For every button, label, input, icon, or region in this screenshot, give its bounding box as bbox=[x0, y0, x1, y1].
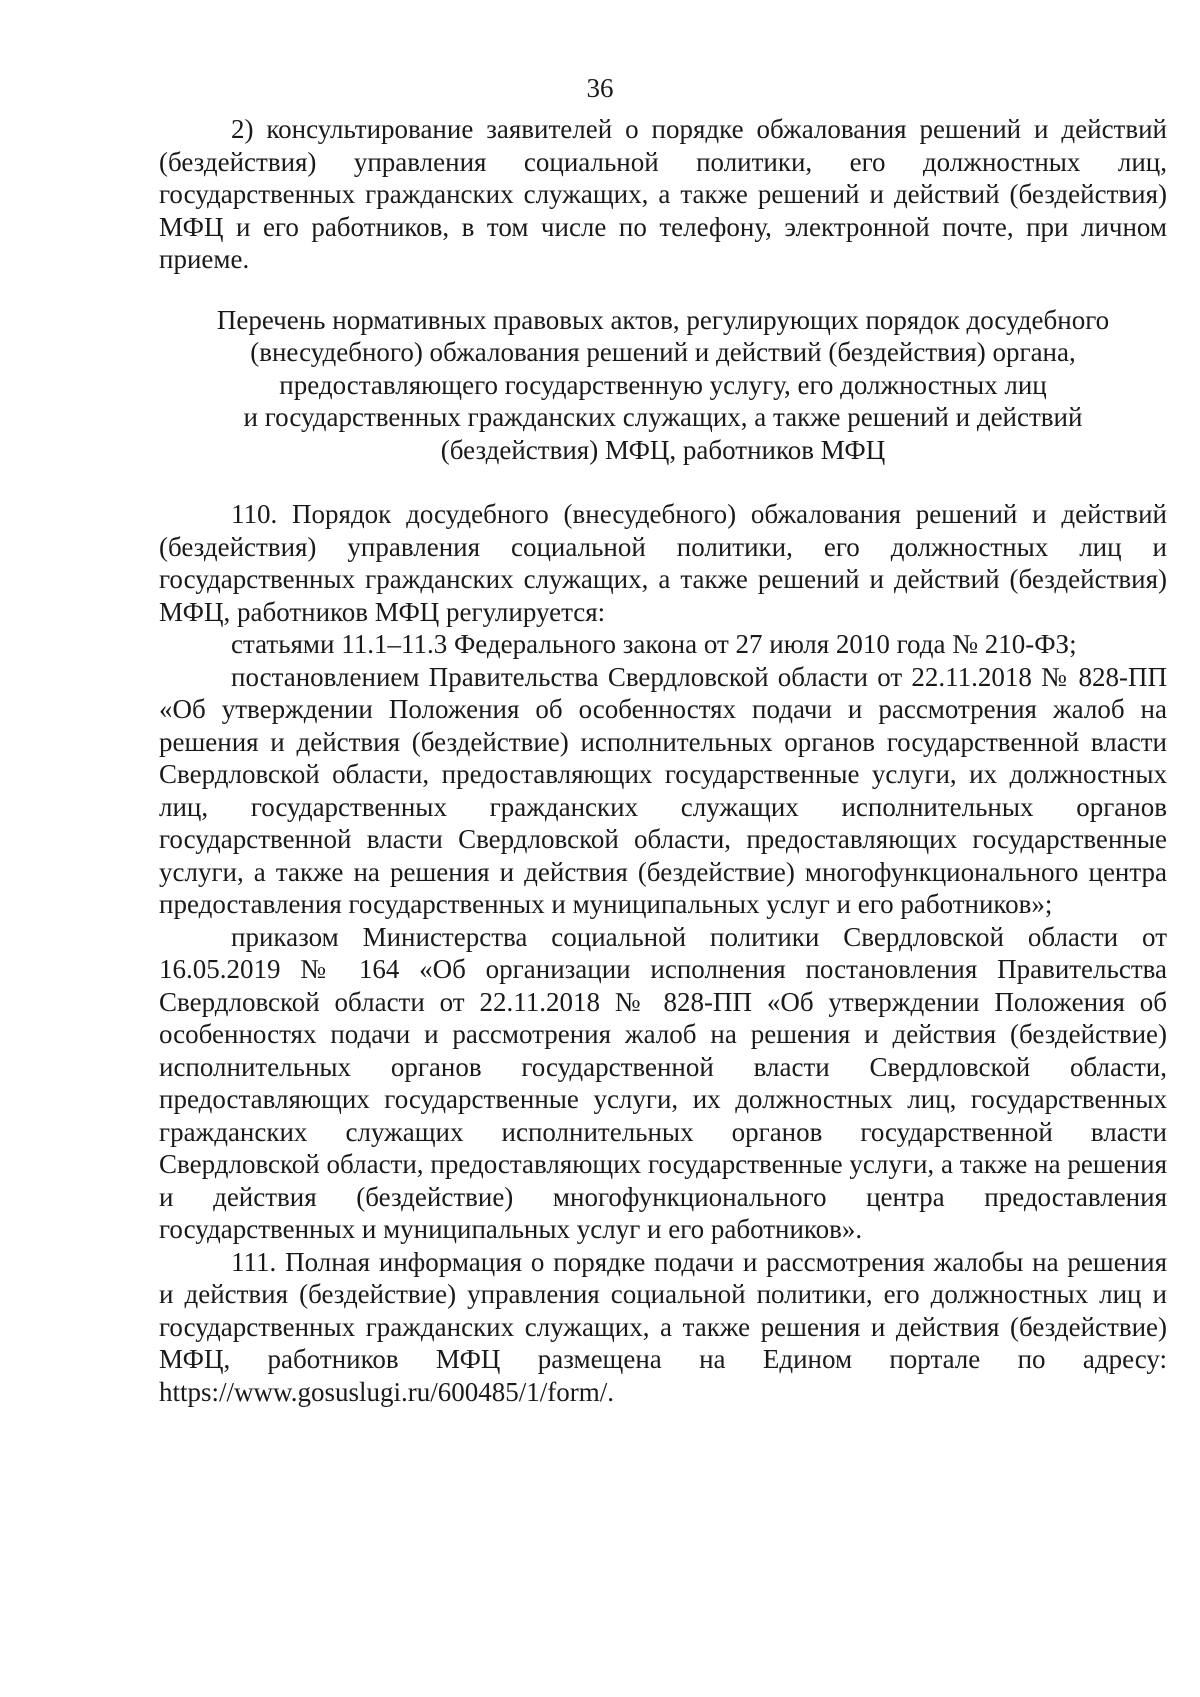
paragraph-ministry-order: приказом Министерства социальной политики Свердловской области от 16.05.2019 № 164 «Об организации исполнения постановления Правительства Свердловской области от 22.11.2018 № 828-ПП «Об утверждении Положения об особенностях подачи и рассмотрения жалоб на решения и действия (бездействие) исполнительных органов государственной власти Свердловской области, предоставляющих государственные услуги, их должностных лиц, государственных гражданских служащих исполнительных органов государственной власти Свердловской области, предоставляющих государственные услуги, а также на решения и действия (бездействие) многофункционального центра предоставления государственных и муниципальных услуг и его работников». bbox=[159, 921, 1167, 1244]
section-heading-line: (внесудебного) обжалования решений и действий (бездействия) органа, bbox=[250, 337, 1076, 367]
paragraph-government-resolution: постановлением Правительства Свердловской области от 22.11.2018 № 828-ПП «Об утверждении Положения об особенностях подачи и рассмотрения жалоб на решения и действия (бездействие) исполнительных органов государственной власти Свердловской области, предоставляющих государственные услуги, их должностных лиц, государственных гражданских служащих исполнительных органов государственной власти Свердловской области, предоставляющих государственные услуги, а также на решения и действия (бездействие) многофункционального центра предоставления государственных и муниципальных услуг и его работников»; bbox=[159, 661, 1167, 919]
paragraph-consultation: 2) консультирование заявителей о порядке обжалования решений и действий (бездействия) управления социальной политики, его должностных лиц, государственных гражданских служащих, а также решений и действий (бездействия) МФЦ и его работников, в том числе по телефону, электронной почте, при личном приеме. bbox=[159, 114, 1167, 274]
paragraph-111: 111. Полная информация о порядке подачи и рассмотрения жалобы на решения и действия (бездействие) управления социальной политики, его должностных лиц и государственных гражданских служащих, а также решения и действия (бездействие) МФЦ, работников МФЦ размещена на Едином портале по адресу: https://www.gosuslugi.ru/600485/1/form/. bbox=[159, 1246, 1167, 1407]
section-heading-line: Перечень нормативных правовых актов, регулирующих порядок досудебного bbox=[216, 304, 1110, 335]
paragraph-110: 110. Порядок досудебного (внесудебного) обжалования решений и действий (бездействия) управления социальной политики, его должностных лиц и государственных гражданских служащих, а также решений и действий (бездействия) МФЦ, работников МФЦ регулируется: bbox=[159, 499, 1167, 627]
paragraph-federal-law: статьями 11.1–11.3 Федерального закона от 27 июля 2010 года № 210-ФЗ; bbox=[231, 629, 1077, 659]
section-heading-line: (бездействия) МФЦ, работников МФЦ bbox=[440, 434, 886, 465]
section-heading bbox=[159, 304, 1167, 467]
document-body bbox=[159, 113, 1167, 1408]
page-number: 36 bbox=[586, 73, 614, 103]
section-heading-line: предоставляющего государственную услугу, его должностных лиц bbox=[279, 369, 1047, 400]
section-heading-line: и государственных гражданских служащих, а также решений и действий bbox=[243, 402, 1083, 432]
